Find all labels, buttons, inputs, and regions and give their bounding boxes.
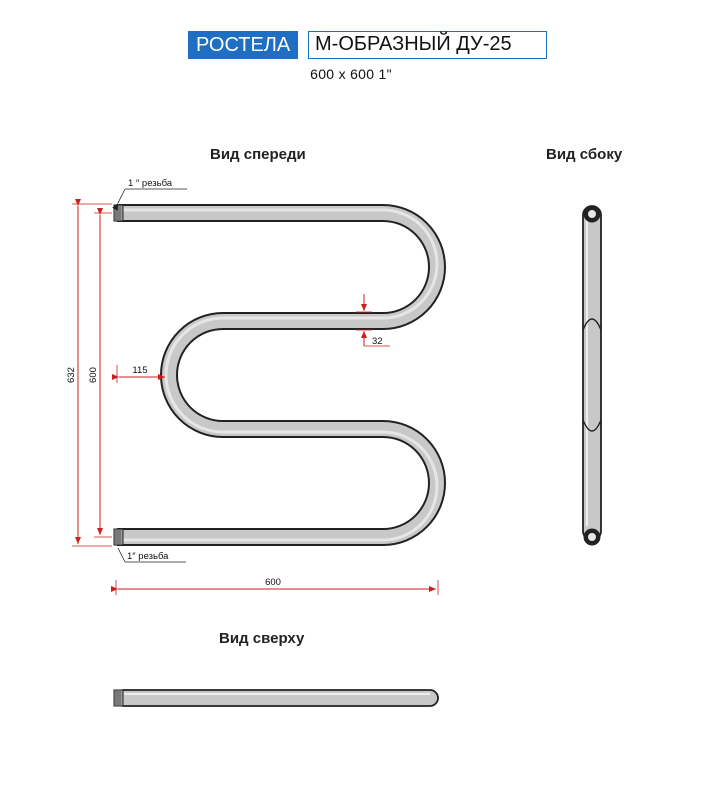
thread-end-top: [114, 205, 123, 221]
size-subtitle: 600 х 600 1": [310, 66, 392, 82]
model-label: М-ОБРАЗНЫЙ ДУ-25: [308, 31, 547, 59]
dimension-label-600-height: 600: [88, 367, 99, 383]
dimension-label-32: 32: [372, 336, 383, 347]
side-view-title: Вид сбоку: [546, 146, 623, 163]
dimension-label-600-width: 600: [265, 577, 281, 588]
thread-label-bottom: 1″ резьба: [127, 551, 169, 562]
thread-label-top: 1 ″ резьба: [128, 178, 173, 189]
dimension-height: [88, 213, 112, 537]
dimension-width: [116, 577, 438, 595]
dimension-label-115: 115: [132, 365, 148, 376]
thread-callout-top: [118, 178, 187, 203]
dimension-offset: [117, 365, 165, 383]
brand-label: РОСТЕЛА: [188, 31, 298, 59]
thread-callout-bottom: [118, 548, 186, 562]
thread-end-bottom: [114, 529, 123, 545]
side-view-pipe: [583, 206, 601, 546]
top-view-pipe: [114, 690, 438, 706]
front-view-title: Вид спереди: [210, 146, 306, 163]
front-view-pipe: [114, 205, 437, 545]
dimension-label-632: 632: [66, 367, 77, 383]
top-view-title: Вид сверху: [219, 630, 305, 647]
